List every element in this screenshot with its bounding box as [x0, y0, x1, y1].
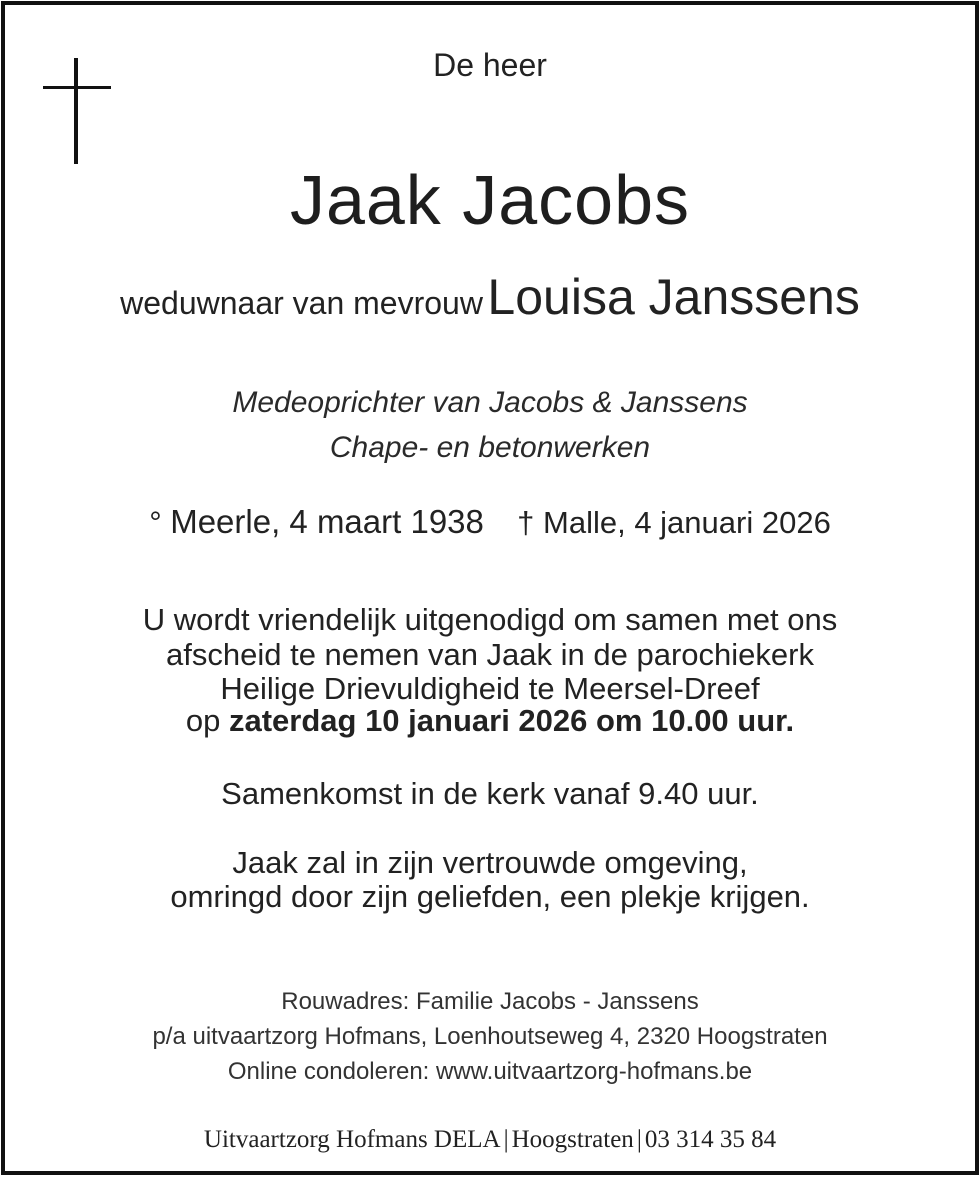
invitation-line-2: afscheid te nemen van Jaak in de parochiekerk — [166, 637, 814, 672]
ceremony-datetime: zaterdag 10 januari 2026 om 10.00 uur. — [228, 703, 795, 738]
invitation-line-1: U wordt vriendelijk uitgenodigd om samen met ons — [142, 602, 838, 637]
birth-symbol: ° — [149, 505, 162, 540]
invitation-prefix: op — [185, 703, 221, 738]
footer-separator: | — [503, 1126, 509, 1153]
spouse-prefix: weduwnaar van mevrouw — [120, 285, 483, 321]
birth-date: Meerle, 4 maart 1938 — [170, 503, 484, 540]
deceased-name: Jaak Jacobs — [289, 161, 691, 239]
burial-line-1: Jaak zal in zijn vertrouwde omgeving, — [232, 845, 748, 880]
invitation-line-4 — [0, 704, 980, 738]
online-condolences: Online condoleren: www.uitvaartzorg-hofmans.be — [227, 1058, 753, 1085]
care-of-address: p/a uitvaartzorg Hofmans, Loenhoutseweg 4, 2320 Hoogstraten — [152, 1023, 828, 1050]
footer-separator: | — [636, 1126, 642, 1153]
invitation-line-3: Heilige Drievuldigheid te Meersel-Dreef — [220, 671, 760, 706]
footer — [0, 1126, 980, 1154]
death-cross-icon: † — [517, 505, 535, 540]
footer-company: Uitvaartzorg Hofmans DELA — [203, 1126, 501, 1153]
role-line-2: Chape- en betonwerken — [329, 431, 651, 464]
footer-phone: 03 314 35 84 — [644, 1126, 777, 1153]
spouse-line — [0, 268, 980, 326]
salutation: De heer — [433, 47, 547, 83]
death-date: Malle, 4 januari 2026 — [543, 505, 831, 540]
life-dates — [0, 503, 980, 541]
spouse-name: Louisa Janssens — [487, 269, 860, 325]
role-line-1: Medeoprichter van Jacobs & Janssens — [232, 386, 748, 419]
footer-city: Hoogstraten — [511, 1126, 634, 1153]
mourning-address: Rouwadres: Familie Jacobs - Janssens — [281, 988, 699, 1015]
burial-line-2: omringd door zijn geliefden, een plekje krijgen. — [170, 879, 810, 914]
gathering-time: Samenkomst in de kerk vanaf 9.40 uur. — [221, 776, 759, 811]
